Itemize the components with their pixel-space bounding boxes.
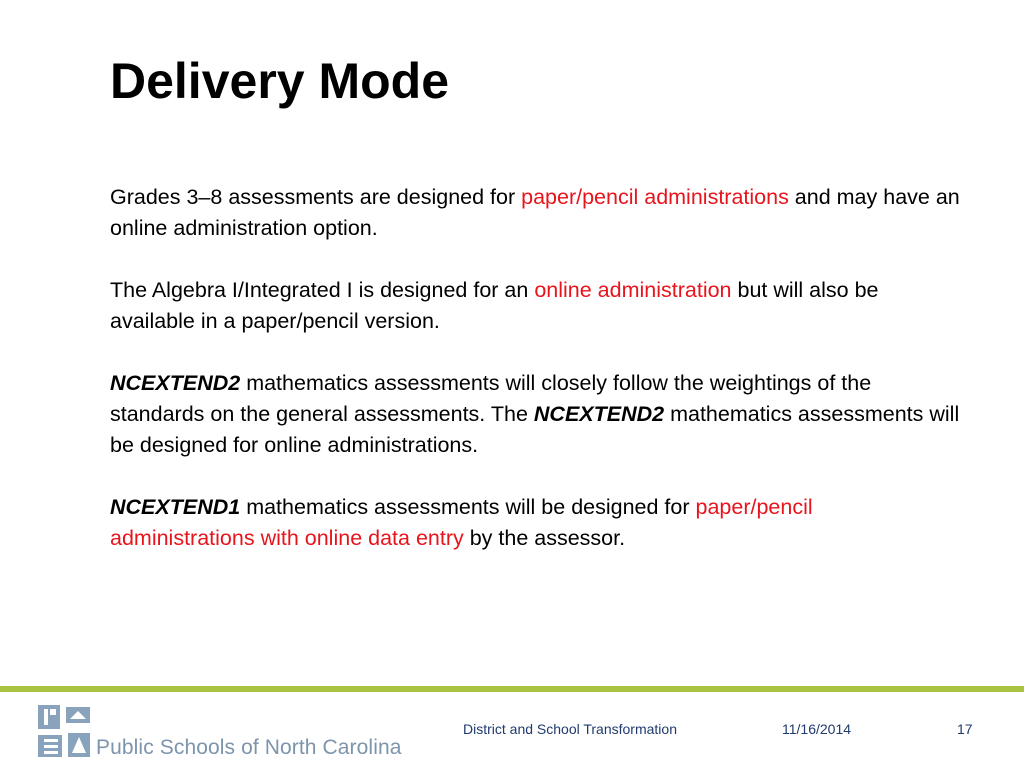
p1-text-start: Grades 3–8 assessments are designed for (110, 185, 522, 209)
p3-text-2: mathematics assessments will be designed for online administrations. (110, 402, 960, 457)
paragraph-ncextend1 (110, 492, 960, 554)
p2-text-end: but will also be available in a paper/pencil version. (110, 278, 879, 333)
p4-highlight: paper/pencil administrations with online data entry (110, 495, 813, 550)
p1-text-end: and may have an online administration option. (110, 185, 960, 240)
slide-body (110, 182, 960, 585)
p3-term-1: NCEXTEND2 (110, 371, 241, 395)
paragraph-grades-3-8 (110, 182, 960, 244)
p3-text-1: mathematics assessments will closely follow the weightings of the standards on the general assessments. The (110, 371, 872, 426)
footer-date: 11/16/2014 (782, 721, 852, 737)
p4-text-1: mathematics assessments will be designed for (240, 495, 696, 519)
slide-title: Delivery Mode (110, 53, 450, 109)
page-number: 17 (957, 721, 973, 737)
p2-highlight: online administration (534, 278, 732, 302)
paragraph-ncextend2 (110, 368, 960, 461)
footer-divider (0, 686, 1024, 692)
public-schools-nc-logo-icon (36, 703, 92, 759)
paragraph-algebra (110, 275, 960, 337)
p4-text-2: by the assessor. (463, 526, 626, 550)
p2-text-start: The Algebra I/Integrated I is designed for an (110, 278, 535, 302)
organization-name: Public Schools of North Carolina (96, 736, 402, 759)
footer-department: District and School Transformation (463, 721, 677, 737)
p1-highlight: paper/pencil administrations (521, 185, 789, 209)
p3-term-2: NCEXTEND2 (533, 402, 665, 426)
p4-term: NCEXTEND1 (110, 495, 241, 519)
